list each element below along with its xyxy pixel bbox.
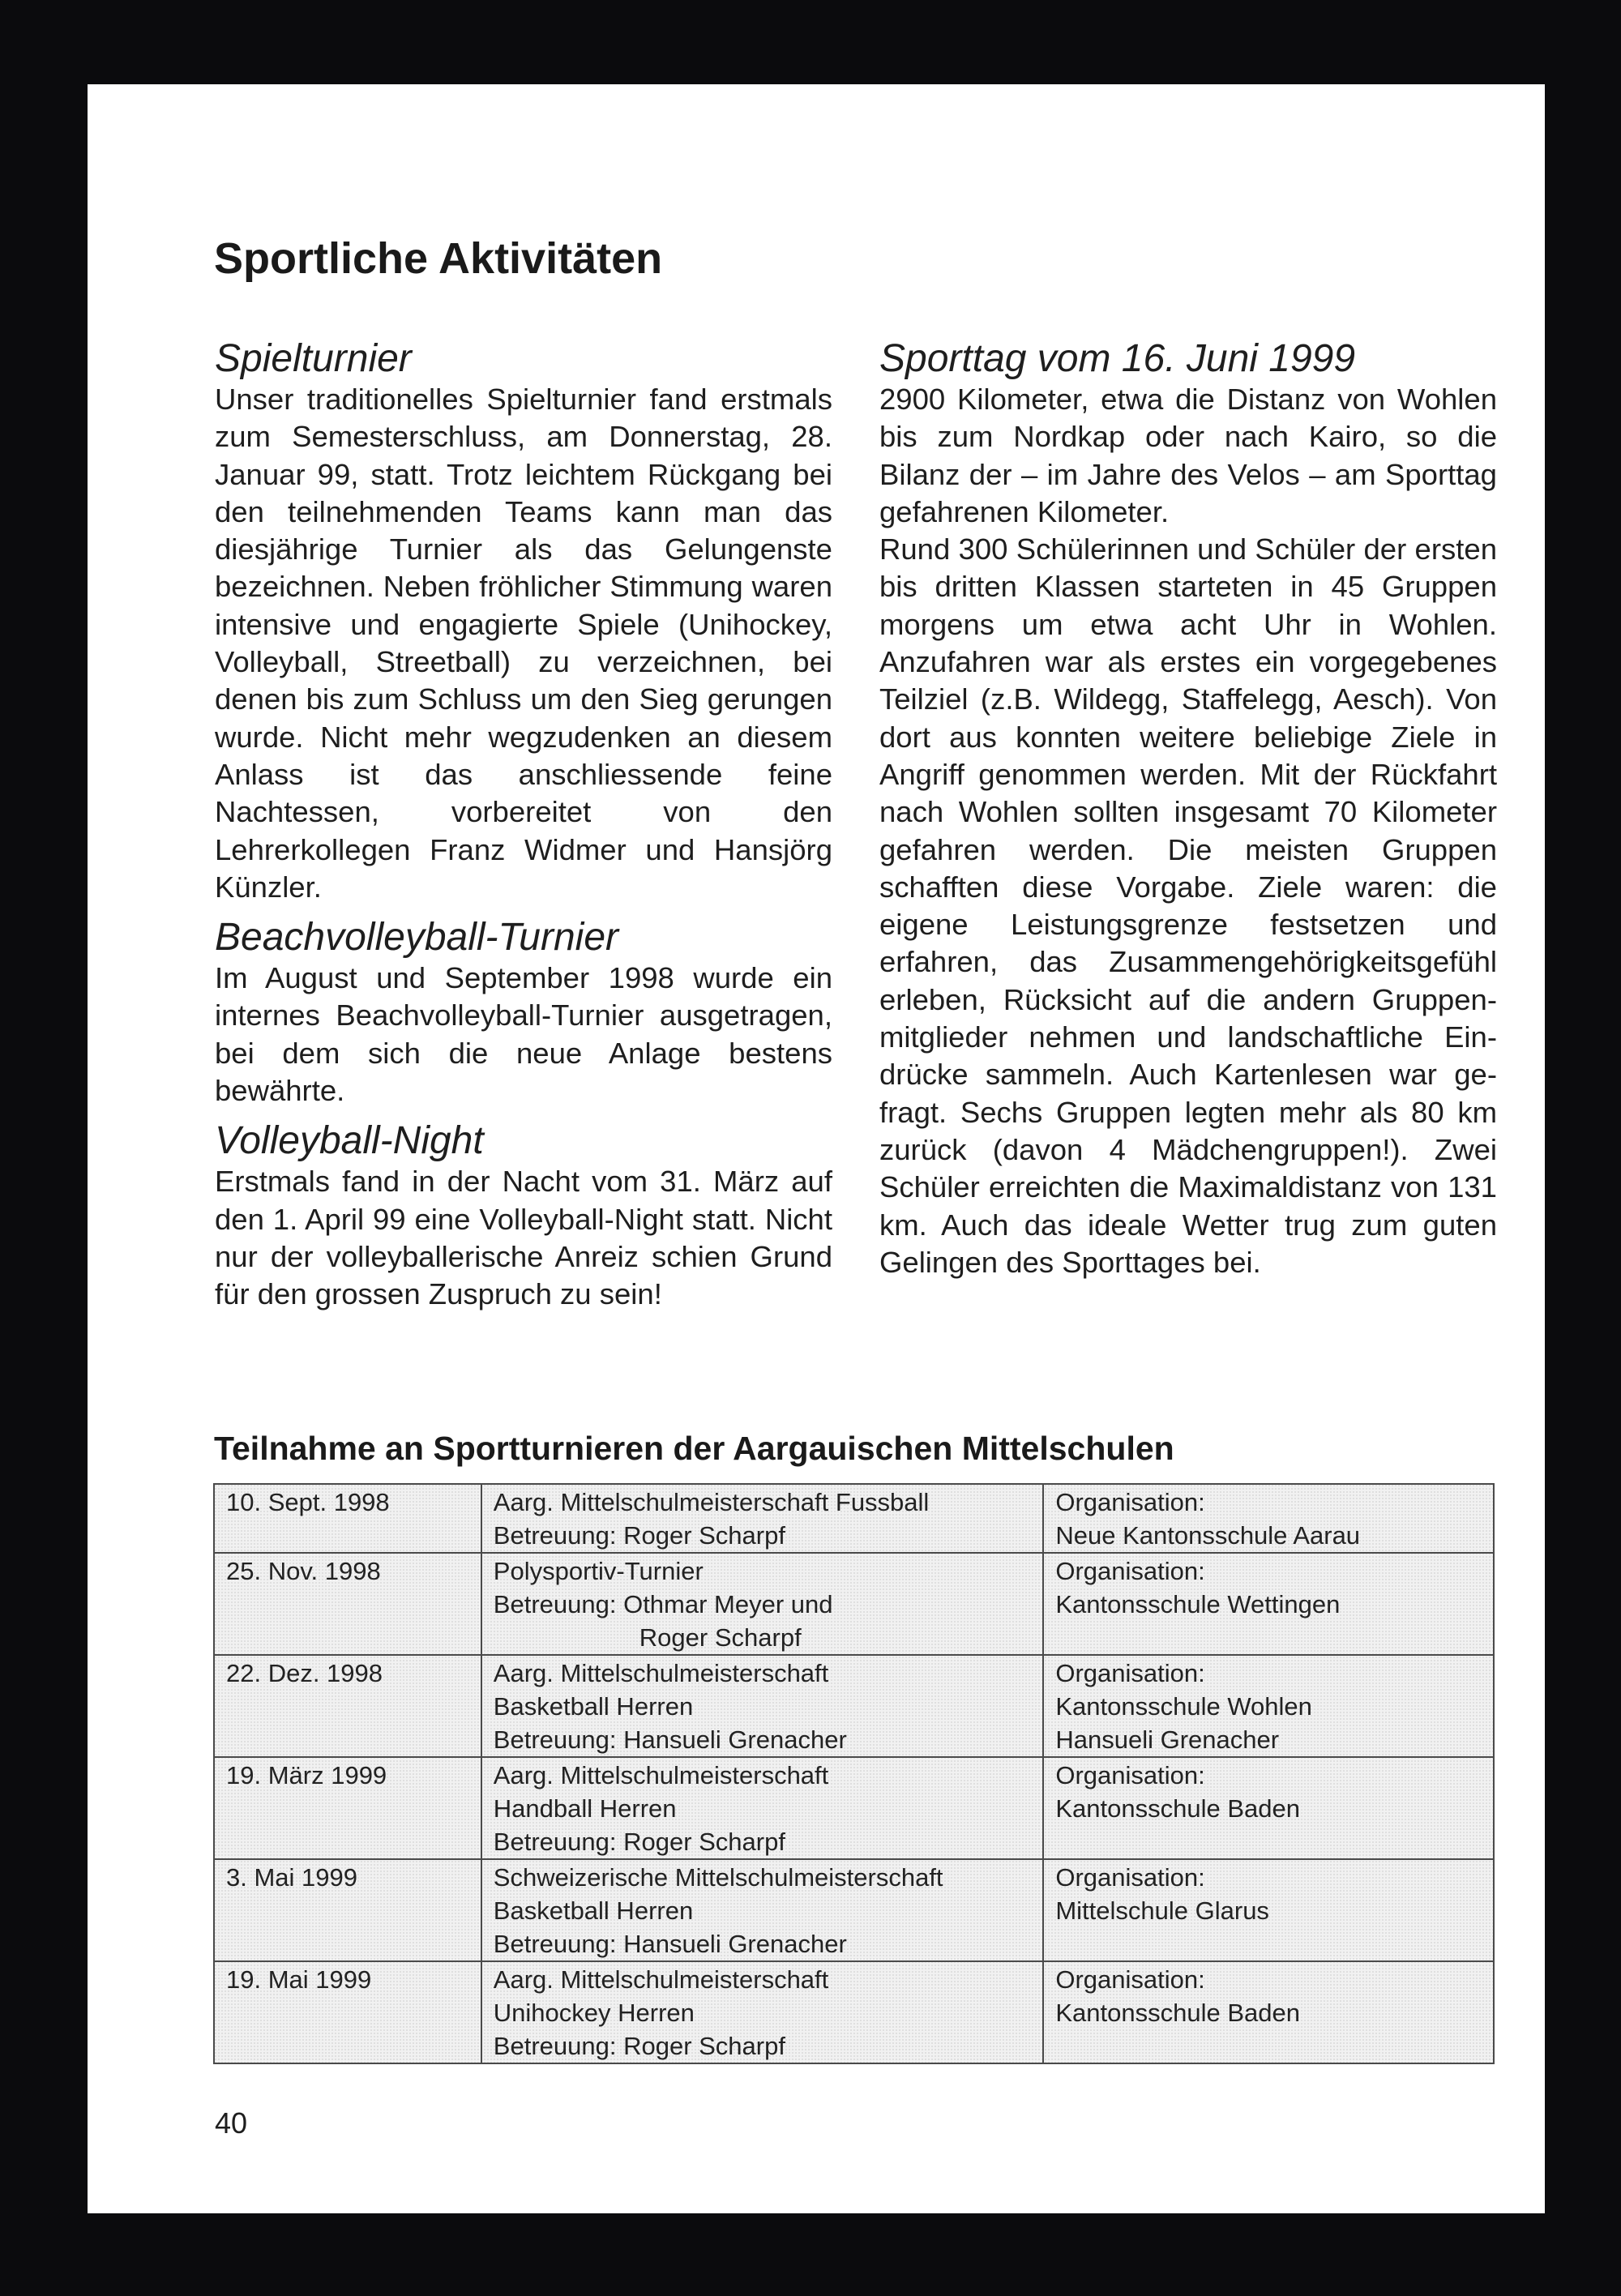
organisation-cell: Organisation: Kantonsschule Wettingen bbox=[1043, 1553, 1494, 1655]
organisation-cell: Organisation: Mittelschule Glarus bbox=[1043, 1859, 1494, 1961]
date-cell: 19. Mai 1999 bbox=[214, 1961, 481, 2063]
date-cell: 25. Nov. 1998 bbox=[214, 1553, 481, 1655]
section-body bbox=[215, 960, 832, 1110]
event-cell: Aarg. Mittelschulmeisterschaft Basketball Herren Betreuung: Hansueli Grenacher bbox=[481, 1655, 1044, 1757]
paragraph: Im August und September 1998 wurde ein internes Beachvolleyball-Turnier ausgetragen, bei dem sich die neue Anlage bestens bewährte. bbox=[215, 961, 832, 1108]
left-column bbox=[215, 337, 832, 1323]
table-row bbox=[214, 1859, 1494, 1961]
section-body bbox=[879, 381, 1497, 1281]
section-sporttag bbox=[879, 337, 1497, 1281]
organisation-cell: Organisation: Kantonsschule Baden bbox=[1043, 1757, 1494, 1859]
section-spielturnier bbox=[215, 337, 832, 906]
section-volleyball-night bbox=[215, 1119, 832, 1313]
table-row bbox=[214, 1553, 1494, 1655]
right-column bbox=[879, 337, 1497, 1291]
table-row bbox=[214, 1484, 1494, 1553]
document-page bbox=[88, 84, 1545, 2213]
section-heading: Spielturnier bbox=[215, 337, 412, 380]
organisation-cell: Organisation: Kantonsschule Baden bbox=[1043, 1961, 1494, 2063]
date-cell: 10. Sept. 1998 bbox=[214, 1484, 481, 1553]
page-title: Sportliche Aktivitäten bbox=[214, 234, 663, 283]
table-row bbox=[214, 1757, 1494, 1859]
tournaments-table bbox=[213, 1483, 1495, 2064]
event-cell: Aarg. Mittelschulmeisterschaft Handball Herren Betreuung: Roger Scharpf bbox=[481, 1757, 1044, 1859]
page-number: 40 bbox=[215, 2106, 248, 2140]
section-heading: Volleyball-Night bbox=[215, 1119, 484, 1163]
section-heading: Sporttag vom 16. Juni 1999 bbox=[879, 337, 1356, 380]
event-cell: Aarg. Mittelschulmeisterschaft Unihockey Herren Betreuung: Roger Scharpf bbox=[481, 1961, 1044, 2063]
organisation-cell: Organisation: Kantonsschule Wohlen Hansueli Grenacher bbox=[1043, 1655, 1494, 1757]
organisation-cell: Organisation: Neue Kantonsschule Aarau bbox=[1043, 1484, 1494, 1553]
date-cell: 3. Mai 1999 bbox=[214, 1859, 481, 1961]
event-cell: Schweizerische Mittelschulmeisterschaft Basketball Herren Betreuung: Hansueli Grenacher bbox=[481, 1859, 1044, 1961]
section-heading: Beachvolleyball-Turnier bbox=[215, 916, 618, 960]
date-cell: 19. März 1999 bbox=[214, 1757, 481, 1859]
table-row bbox=[214, 1655, 1494, 1757]
section-body bbox=[215, 1163, 832, 1313]
paragraph: 2900 Kilometer, etwa die Distanz von Wohlen bis zum Nordkap oder nach Kairo, so die Bilanz der – im Jahre des Velos – am Sporttag gefahrenen Kilometer. bbox=[879, 383, 1497, 528]
table-row bbox=[214, 1961, 1494, 2063]
paragraph: Unser traditionelles Spielturnier fand erstmals zum Semesterschluss, am Donnerstag, 28. Januar 99, statt. Trotz leichtem Rückgang bei den teilnehmenden Teams kann man das diesjährige Turnier als das Gelungenste bezeichnen. Neben fröhlicher Stimmung waren intensive und engagierte Spiele (Unihockey, Volleyball, Streetball) zu verzeichnen, bei denen bis zum Schluss um den Sieg gerungen wurde. Nicht mehr wegzudenken an diesem Anlass ist das anschliessende feine Nachtessen, vorbereitet von den Lehrerkollegen Franz Widmer und Hansjörg Künzler. bbox=[215, 383, 832, 904]
paragraph: Erstmals fand in der Nacht vom 31. März auf den 1. April 99 eine Volleyball-Night statt. Nicht nur der volleyballerische Anreiz schien Grund für den grossen Zuspruch zu sein! bbox=[215, 1165, 832, 1311]
paragraph: Rund 300 Schülerinnen und Schüler der ersten bis dritten Klassen starteten in 45 Gruppen morgens um etwa acht Uhr in Wohlen. Anzufahren war als erstes ein vorgegebenes Teilziel (z.B. Wildegg, Staffelegg, Aesch). Von dort aus konnten weitere beliebige Ziele in Angriff genommen werden. Mit der Rückfahrt nach Wohlen sollten insgesamt 70 Kilometer gefahren werden. Die meisten Gruppen schafften diese Vorgabe. Ziele waren: die eigene Leistungsgrenze festsetzen und erfahren, das Zusammengehörigkeitsgefühl erleben, Rücksicht auf die andern Gruppenmitglieder nehmen und landschaftliche Eindrücke sammeln. Auch Kartenlesen war gefragt. Sechs Gruppen legten mehr als 80 km zurück (davon 4 Mädchengruppen!). Zwei Schüler erreichten die Maximaldistanz von 131 km. Auch das ideale Wetter trug zum guten Gelingen des Sporttages bei. bbox=[879, 532, 1497, 1279]
table-title: Teilnahme an Sportturnieren der Aargauischen Mittelschulen bbox=[214, 1430, 1174, 1467]
event-cell: Aarg. Mittelschulmeisterschaft Fussball Betreuung: Roger Scharpf bbox=[481, 1484, 1044, 1553]
date-cell: 22. Dez. 1998 bbox=[214, 1655, 481, 1757]
section-beachvolleyball bbox=[215, 916, 832, 1110]
event-cell: Polysportiv-Turnier Betreuung: Othmar Meyer und Roger Scharpf bbox=[481, 1553, 1044, 1655]
section-body bbox=[215, 381, 832, 906]
